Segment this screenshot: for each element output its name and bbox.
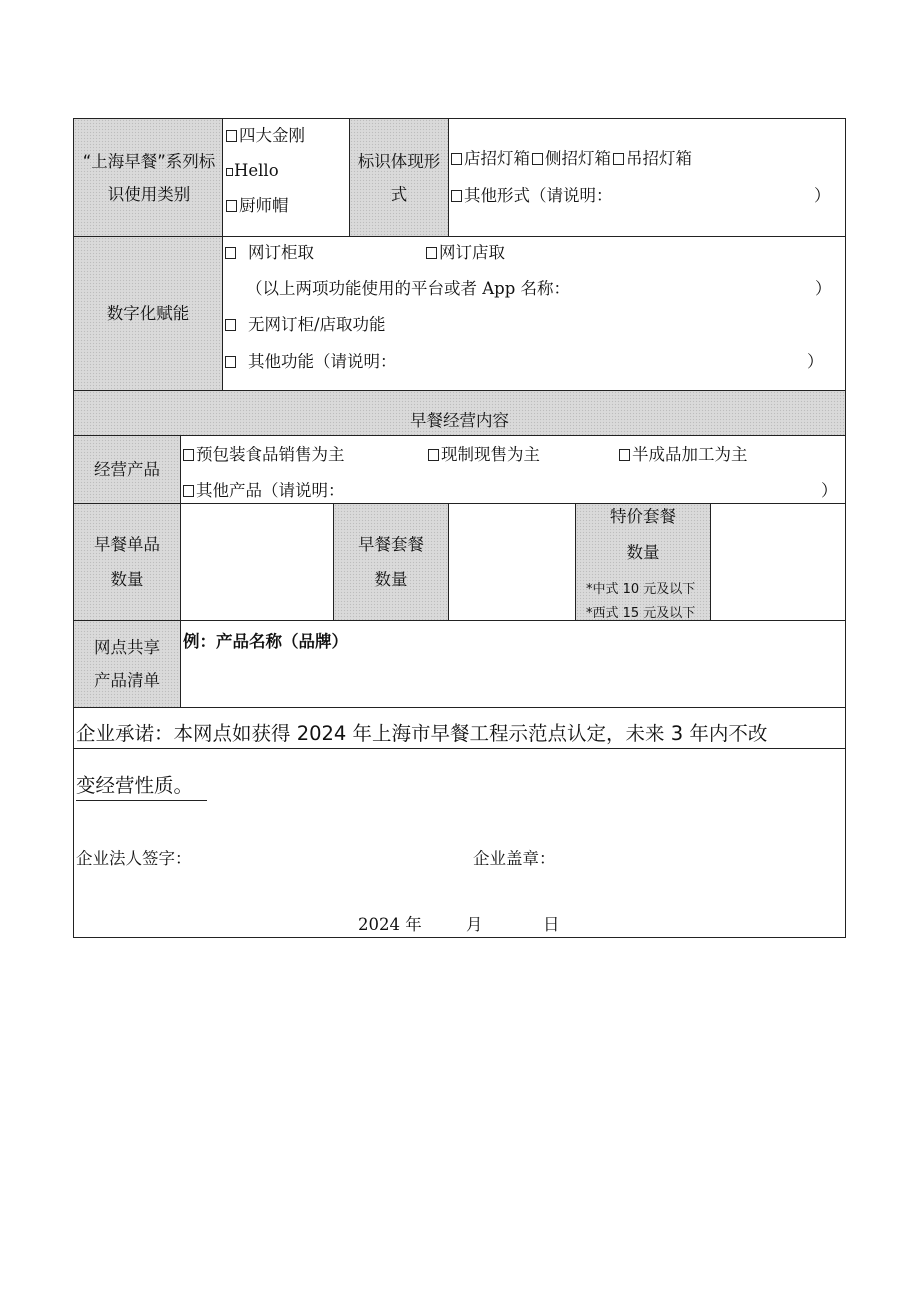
special-meal-count-label: 特价套餐数量: [610, 507, 676, 562]
logo-form-label: 标识体现形式: [357, 151, 441, 204]
option-other-function[interactable]: 其他功能（请说明：: [225, 351, 397, 373]
platform-name-prompt: （以上两项功能使用的平台或者 App 名称：: [246, 279, 571, 298]
option-made-to-order[interactable]: 现制现售为主: [428, 444, 540, 466]
date-month: 月: [466, 915, 483, 934]
other-form-close: ）: [814, 186, 831, 205]
option-other-products[interactable]: 其他产品（请说明：: [183, 480, 345, 502]
shared-products-example: 例：产品名称（品牌）: [183, 632, 348, 651]
platform-name-close: ）: [815, 279, 832, 298]
option-online-store-pickup[interactable]: 网订店取: [426, 242, 505, 264]
option-shop-sign: 店招灯箱: [464, 149, 530, 168]
date-day: 日: [543, 915, 560, 934]
checkbox-icon[interactable]: [225, 356, 236, 368]
checkbox-icon[interactable]: [619, 449, 630, 461]
legal-rep-signature-label: 企业法人签字：: [76, 849, 192, 868]
logo-category-label: “上海早餐”系列标识使用类别: [82, 151, 216, 204]
option-four-king-kong[interactable]: 四大金刚: [226, 125, 305, 147]
company-seal-label: 企业盖章：: [473, 849, 556, 868]
checkbox-icon[interactable]: [183, 449, 194, 461]
option-hanging-sign: 吊招灯箱: [626, 149, 692, 168]
option-side-sign: 侧招灯箱: [545, 149, 611, 168]
checkbox-icon[interactable]: [226, 168, 233, 176]
set-meal-count-label: 早餐套餐数量: [358, 535, 424, 589]
option-no-online-pickup[interactable]: 无网订柜/店取功能: [225, 314, 386, 336]
section-title: 早餐经营内容: [410, 411, 509, 430]
logo-form-options-cell: [448, 118, 846, 237]
commitment-divider: [73, 748, 846, 749]
checkbox-icon[interactable]: [451, 153, 462, 165]
checkbox-icon[interactable]: [426, 247, 437, 259]
special-meal-note-western: *西式 15 元及以下: [586, 606, 696, 621]
date-year: 2024 年: [358, 915, 422, 934]
other-function-close: ）: [807, 352, 824, 371]
special-meal-note-chinese: *中式 10 元及以下: [586, 582, 696, 597]
option-hello[interactable]: Hello: [226, 160, 279, 182]
checkbox-icon[interactable]: [226, 130, 237, 142]
checkbox-icon[interactable]: [225, 319, 236, 331]
checkbox-icon[interactable]: [183, 485, 194, 497]
logo-form-options: [451, 148, 692, 170]
other-products-close: ）: [821, 481, 838, 500]
option-prepackaged[interactable]: 预包装食品销售为主: [183, 444, 345, 466]
commitment-line-2: 变经营性质。: [76, 772, 207, 801]
checkbox-icon[interactable]: [451, 190, 462, 202]
commitment-line-1: 企业承诺：本网点如获得 2024 年上海市早餐工程示范点认定，未来 3 年内不改: [76, 722, 768, 745]
checkbox-icon[interactable]: [532, 153, 543, 165]
special-meal-count-input[interactable]: [710, 503, 846, 621]
checkbox-icon[interactable]: [428, 449, 439, 461]
single-item-count-label: 早餐单品数量: [94, 535, 160, 589]
checkbox-icon[interactable]: [225, 247, 236, 259]
checkbox-icon[interactable]: [226, 200, 237, 212]
products-label: 经营产品: [94, 460, 160, 479]
digital-label: 数字化赋能: [106, 304, 190, 323]
option-chef-hat[interactable]: 厨师帽: [226, 195, 289, 217]
option-online-locker[interactable]: 网订柜取: [225, 242, 314, 264]
shared-products-label: 网点共享产品清单: [94, 638, 160, 690]
single-item-count-input[interactable]: [180, 503, 334, 621]
checkbox-icon[interactable]: [613, 153, 624, 165]
option-other-form[interactable]: 其他形式（请说明：: [451, 185, 613, 207]
option-semi-finished[interactable]: 半成品加工为主: [619, 444, 748, 466]
set-meal-count-input[interactable]: [448, 503, 576, 621]
